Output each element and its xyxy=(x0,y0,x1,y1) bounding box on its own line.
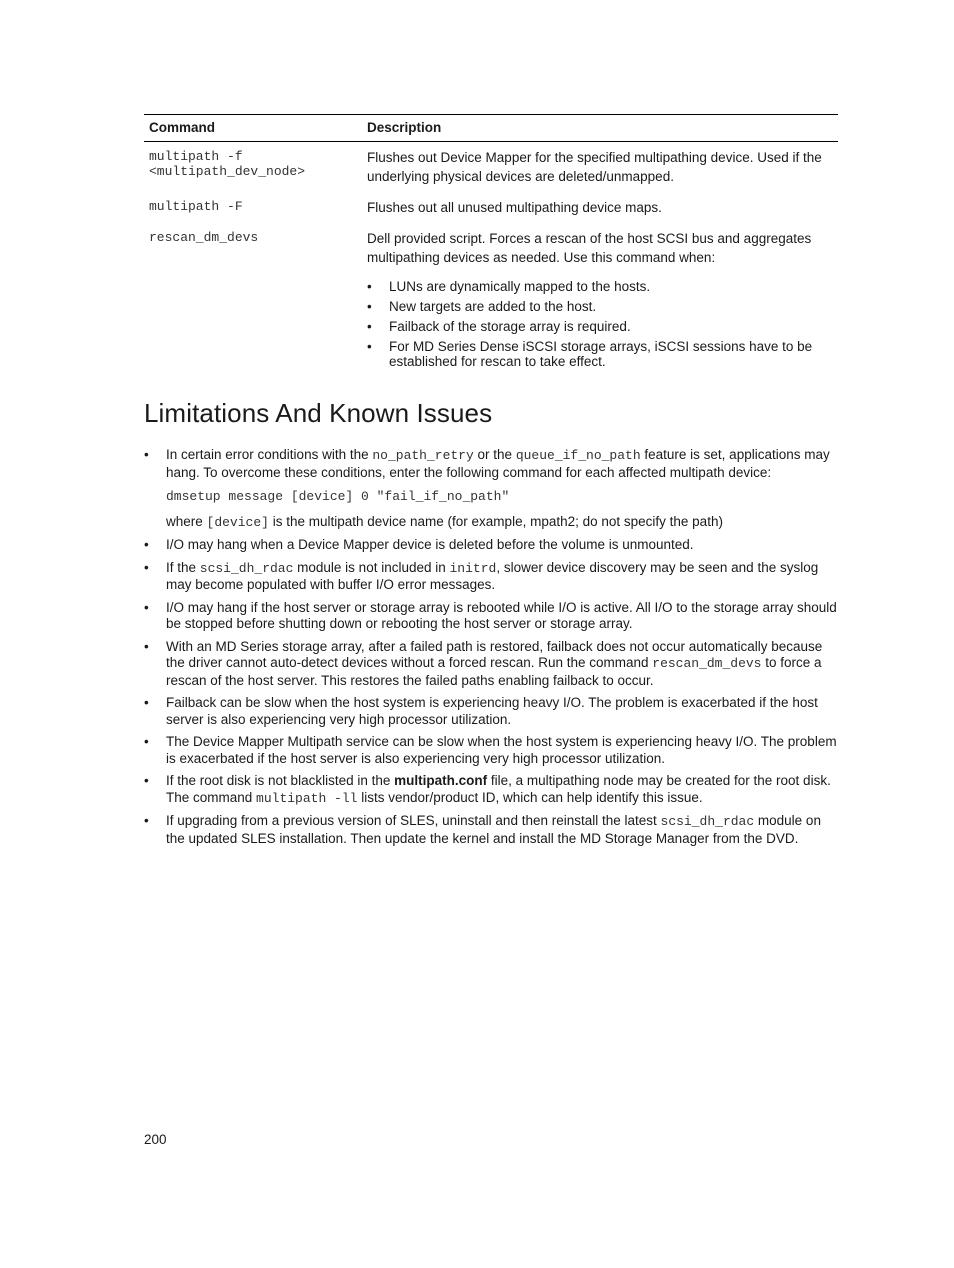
description-text: Dell provided script. Forces a rescan of the host SCSI bus and aggregates multipathing devices as needed. Use this command when: xyxy=(367,231,812,265)
issue-text: lists vendor/product ID, which can help identify this issue. xyxy=(357,789,703,805)
list-item: • New targets are added to the host. xyxy=(367,299,833,314)
issue-text: module on the updated SLES installation. Then update the kernel and install the MD Storage Manager from the DVD. xyxy=(166,813,821,846)
issue-text: With an MD Series storage array, after a failed path is restored, failback does not occur automatically because the driver cannot auto-detect devices without a forced rescan. Run the command xyxy=(166,638,823,670)
inline-code: [device] xyxy=(206,514,269,530)
table-row xyxy=(144,192,838,223)
list-item xyxy=(144,600,840,633)
inline-code: multipath -ll xyxy=(256,790,358,806)
command-text: rescan_dm_devs xyxy=(149,230,259,245)
description-text: Flushes out all unused multipathing device maps. xyxy=(367,200,662,215)
list-item xyxy=(144,734,840,767)
issue-text: module is not included in xyxy=(293,559,450,575)
command-text: multipath -f xyxy=(149,149,243,164)
issue-text: or the xyxy=(473,447,516,462)
usage-list xyxy=(367,279,833,369)
command-text: <multipath_dev_node> xyxy=(149,164,306,179)
list-item: • LUNs are dynamically mapped to the hosts. xyxy=(367,279,833,294)
inline-code: rescan_dm_devs xyxy=(652,656,762,671)
description-cell xyxy=(362,142,838,193)
list-item xyxy=(144,639,840,690)
table-row xyxy=(144,142,838,193)
issue-text: I/O may hang if the host server or storage array is rebooted while I/O is active. All I/O to the storage array should be stopped before shutting down or rebooting the host server or storage array. xyxy=(166,599,837,631)
command-table xyxy=(144,114,838,380)
description-text: Flushes out Device Mapper for the specified multipathing device. Used if the underlying physical devices are deleted/unmapped. xyxy=(367,150,822,184)
command-cell xyxy=(144,223,362,380)
table-header-row xyxy=(144,115,838,142)
issue-text: , slower device discovery may be seen and the syslog may become populated with buffer I/O error messages. xyxy=(166,559,819,592)
list-item xyxy=(144,695,840,728)
issue-text: If the xyxy=(166,559,200,575)
header-description: Description xyxy=(362,115,838,142)
list-item xyxy=(144,813,840,847)
inline-code: no_path_retry xyxy=(372,448,474,463)
list-item xyxy=(144,773,840,807)
where-note xyxy=(166,514,840,532)
description-cell xyxy=(362,223,838,380)
filename-text: multipath.conf xyxy=(394,773,488,788)
page-number: 200 xyxy=(144,1132,167,1147)
list-item xyxy=(144,537,840,554)
list-item xyxy=(144,447,840,531)
issue-text: is the multipath device name (for example, mpath2; do not specify the path) xyxy=(268,513,723,529)
command-text: multipath -F xyxy=(149,199,243,214)
command-cell xyxy=(144,192,362,223)
list-item: • For MD Series Dense iSCSI storage arrays, iSCSI sessions have to be established for rescan to take effect. xyxy=(367,339,833,369)
table-row xyxy=(144,223,838,380)
inline-code: scsi_dh_rdac xyxy=(199,560,294,576)
command-cell xyxy=(144,142,362,193)
issue-text: In certain error conditions with the xyxy=(166,447,373,462)
issue-text: Failback can be slow when the host system is experiencing heavy I/O. The problem is exacerbated if the host server is also experiencing very high processor utilization. xyxy=(166,695,818,727)
issue-text: feature is set, applications may hang. To overcome these conditions, enter the following command for each affected multipath device: xyxy=(166,447,830,480)
section-title: Limitations And Known Issues xyxy=(144,398,493,428)
issue-text: If the root disk is not blacklisted in the xyxy=(166,773,395,788)
header-command: Command xyxy=(144,115,362,142)
description-cell xyxy=(362,192,838,223)
code-block: dmsetup message [device] 0 "fail_if_no_path" xyxy=(166,489,510,504)
issue-text: I/O may hang when a Device Mapper device is deleted before the volume is unmounted. xyxy=(166,537,694,552)
inline-code: initrd xyxy=(449,560,497,576)
issue-text: file, a multipathing node may be created for the root disk. The command xyxy=(166,773,831,805)
issue-text: If upgrading from a previous version of SLES, uninstall and then reinstall the latest xyxy=(166,813,661,828)
issue-text: The Device Mapper Multipath service can be slow when the host system is experiencing heavy I/O. The problem is exacerbated if the host server is also experiencing very high processor utilization. xyxy=(166,734,837,766)
known-issues-list xyxy=(144,447,840,853)
inline-code: queue_if_no_path xyxy=(515,448,641,463)
issue-text: to force a rescan of the host server. This restores the failed paths enabling failback to occur. xyxy=(166,655,822,688)
list-item xyxy=(144,560,840,594)
issue-text: where xyxy=(166,513,207,529)
inline-code: scsi_dh_rdac xyxy=(660,814,755,829)
list-item: • Failback of the storage array is required. xyxy=(367,319,833,334)
